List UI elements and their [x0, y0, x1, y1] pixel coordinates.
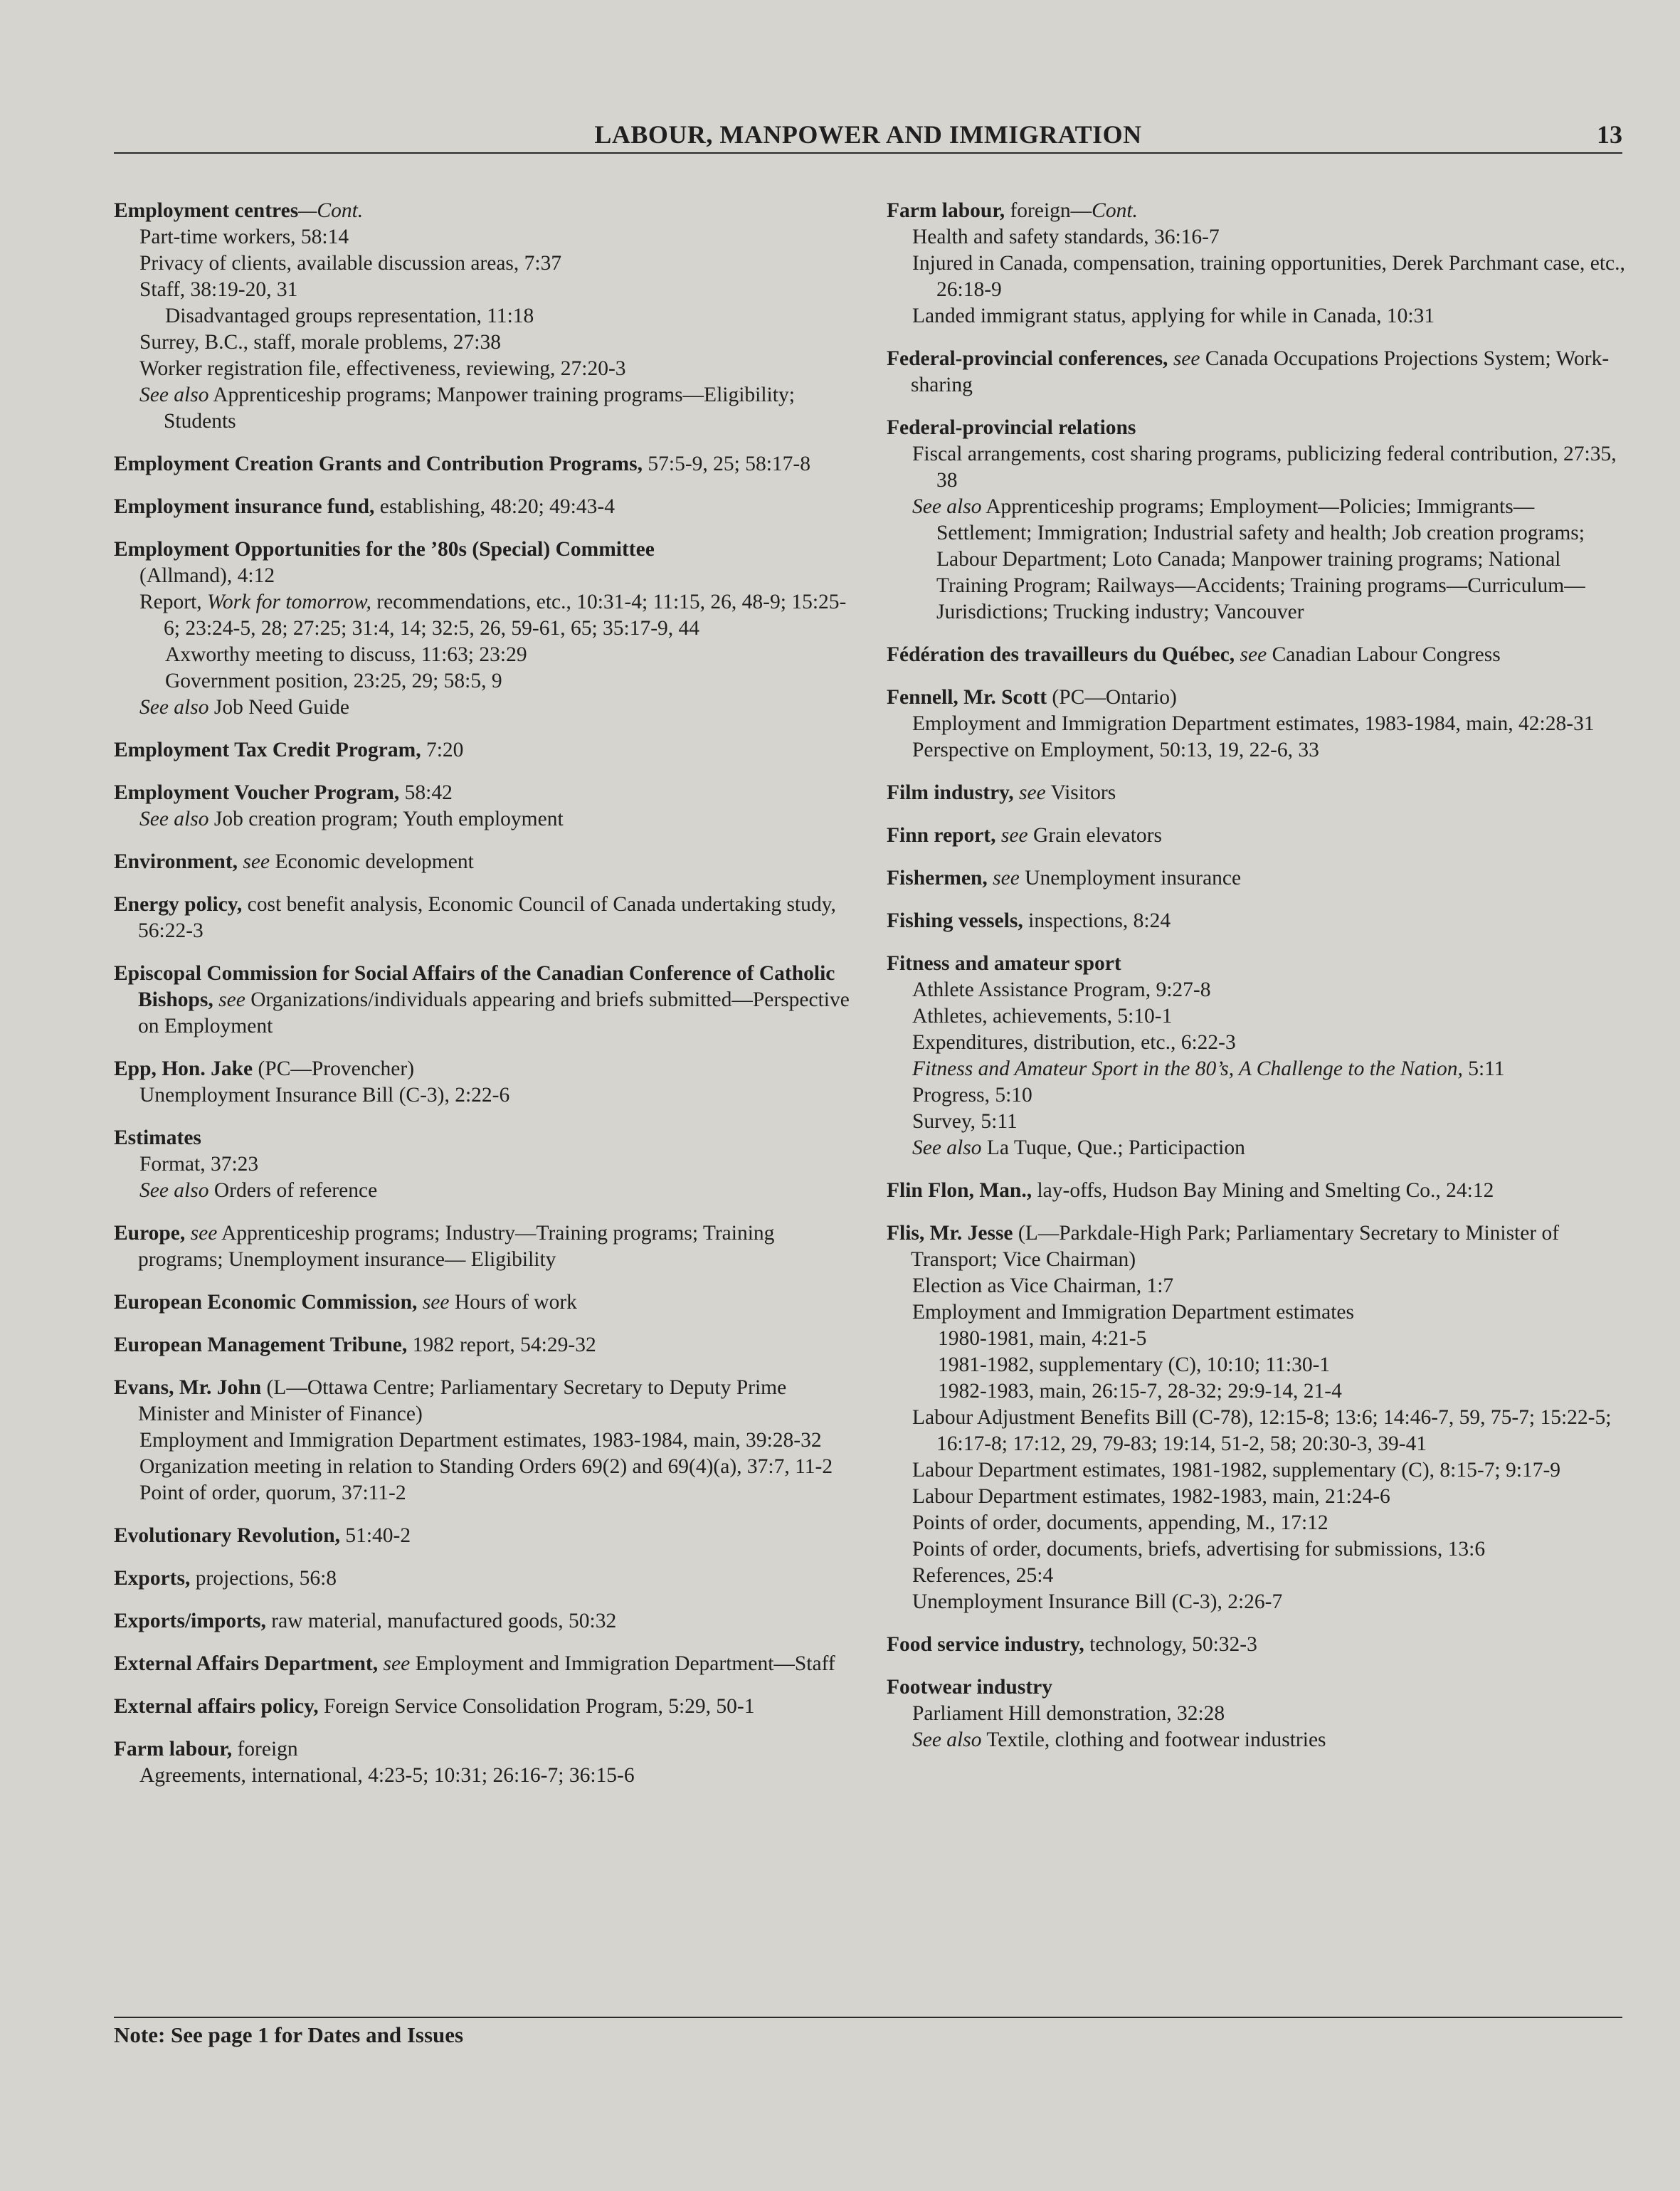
entry-heading	[887, 198, 1627, 224]
entry-continued: Cont.	[1092, 199, 1138, 222]
entry-heading	[887, 1178, 1627, 1204]
see-reference: see	[238, 850, 270, 873]
sub-entry	[887, 1056, 1627, 1082]
entry-term: Fishermen,	[887, 867, 988, 889]
entry-text: Employment and Immigration Department—Staff	[410, 1652, 835, 1675]
see-also-label: See also	[912, 1728, 982, 1751]
sub-entry-text: Agreements, international, 4:23-5; 10:31; 26:16-7; 36:15-6	[139, 1764, 635, 1787]
entry-term: European Management Tribune,	[114, 1334, 408, 1356]
sub-entry-text: Apprenticeship programs; Manpower training programs—Eligibility; Students	[164, 384, 795, 433]
sub-entry-text: Point of order, quorum, 37:11-2	[139, 1482, 406, 1504]
sub-entry-text: Points of order, documents, briefs, advertising for submissions, 13:6	[912, 1538, 1486, 1561]
sub-entry	[887, 737, 1627, 764]
sub-entry-text: Apprenticeship programs; Employment—Policies; Immigrants—Settlement; Immigration; Industrial safety and health; Job creation programs; Labour Department; Loto Canada; Manpower training programs; National Training Program; Railways—Accidents; Training programs—Curriculum—Jurisdictions; Trucking industry; Vancouver	[936, 495, 1585, 623]
entry-term: Federal-provincial conferences,	[887, 347, 1168, 370]
index-entry	[114, 1220, 854, 1273]
entry-heading	[887, 1674, 1627, 1701]
index-entry	[114, 849, 854, 875]
entry-text: 51:40-2	[339, 1524, 411, 1547]
sub-entry	[114, 695, 854, 721]
entry-heading	[114, 1375, 854, 1427]
entry-term: Evolutionary Revolution,	[114, 1524, 340, 1547]
sub-entry	[114, 329, 854, 356]
entry-heading	[887, 415, 1627, 441]
header-rule	[114, 152, 1622, 154]
sub-entry-text: Parliament Hill demonstration, 32:28	[912, 1702, 1225, 1725]
sub-entry-text: Textile, clothing and footwear industries	[981, 1728, 1326, 1751]
entry-term: Employment Creation Grants and Contribution Programs,	[114, 453, 643, 475]
entry-term: Food service industry,	[887, 1633, 1084, 1656]
sub-entry	[887, 1563, 1627, 1589]
sub-entry-text: Labour Department estimates, 1982-1983, main, 21:24-6	[912, 1485, 1390, 1508]
see-also-label: See also	[139, 808, 209, 830]
index-entry	[114, 892, 854, 944]
sub-entry-text: Disadvantaged groups representation, 11:18	[165, 305, 534, 327]
index-entry	[887, 951, 1627, 1161]
sub-entry	[114, 563, 854, 589]
entry-term: Employment Opportunities for the ’80s (Special) Committee	[114, 538, 655, 561]
entry-heading	[114, 737, 854, 764]
sub-entry	[887, 494, 1627, 625]
sub-entry-text: Labour Department estimates, 1981-1982, supplementary (C), 8:15-7; 9:17-9	[912, 1459, 1561, 1482]
index-entry	[887, 415, 1627, 625]
entry-term: Federal-provincial relations	[887, 416, 1136, 439]
entry-heading	[114, 780, 854, 806]
entry-text: establishing, 48:20; 49:43-4	[374, 495, 615, 518]
sub-entry-text: Organization meeting in relation to Standing Orders 69(2) and 69(4)(a), 37:7, 11-2	[139, 1455, 833, 1478]
sub-entry-text: 5:11	[1462, 1057, 1505, 1080]
entry-term: Estimates	[114, 1126, 201, 1149]
entry-term: Epp, Hon. Jake	[114, 1057, 253, 1080]
sub-entry	[887, 1030, 1627, 1056]
entry-text: 58:42	[399, 781, 453, 804]
sub-entry-text: recommendations, etc., 10:31-4; 11:15, 26, 48-9; 15:25-6; 23:24-5, 28; 27:25; 31:4, 14; 32:5, 26, 59-61, 65; 35:17-9, 44	[164, 591, 847, 640]
sub-entry-text: Survey, 5:11	[912, 1110, 1018, 1133]
entry-term: Employment insurance fund,	[114, 495, 375, 518]
entry-text: foreign—	[1005, 199, 1092, 222]
sub-entry-text: Government position, 23:25, 29; 58:5, 9	[165, 670, 502, 692]
see-reference: see	[1168, 347, 1200, 370]
entry-text: 7:20	[421, 739, 464, 761]
see-also-label: See also	[912, 1136, 982, 1159]
entry-heading	[887, 685, 1627, 711]
entry-term: Fitness and amateur sport	[887, 952, 1121, 975]
entry-heading	[114, 1125, 854, 1151]
sub-entry	[114, 1151, 854, 1178]
entry-term: Finn report,	[887, 824, 996, 847]
see-reference: see	[1013, 781, 1046, 804]
sub-entry-text: Landed immigrant status, applying for while in Canada, 10:31	[912, 305, 1435, 327]
sub-entry	[114, 277, 854, 303]
entry-text: Canada Occupations Projections System; Work-sharing	[911, 347, 1610, 396]
index-entry	[114, 1608, 854, 1635]
entry-text: (PC—Ontario)	[1047, 686, 1177, 709]
sub-entry	[887, 1003, 1627, 1030]
sub-entry	[887, 1109, 1627, 1135]
entry-term: External Affairs Department,	[114, 1652, 379, 1675]
entry-text: 1982 report, 54:29-32	[407, 1334, 596, 1356]
sub-entry-text: Labour Adjustment Benefits Bill (C-78), 12:15-8; 13:6; 14:46-7, 59, 75-7; 15:22-5; 16:17-8; 17:12, 29, 79-83; 19:14, 51-2, 58; 20:30-3, 39-41	[912, 1406, 1612, 1455]
entry-heading	[887, 780, 1627, 806]
entry-text: Hours of work	[449, 1291, 577, 1314]
entry-heading	[114, 451, 854, 477]
index-entry	[887, 865, 1627, 892]
sub-entry-text: Perspective on Employment, 50:13, 19, 22-6, 33	[912, 739, 1319, 761]
sub-entry-text: Part-time workers, 58:14	[139, 226, 349, 248]
sub-entry	[114, 642, 854, 668]
sub-entry	[887, 250, 1627, 303]
sub-entry	[887, 1510, 1627, 1536]
sub-entry	[887, 1352, 1627, 1378]
entry-heading	[887, 346, 1627, 398]
entry-term: Fennell, Mr. Scott	[887, 686, 1047, 709]
entry-heading	[114, 494, 854, 520]
entry-text: Foreign Service Consolidation Program, 5:29, 50-1	[318, 1695, 755, 1718]
entry-text: lay-offs, Hudson Bay Mining and Smelting Co., 24:12	[1032, 1179, 1494, 1202]
sub-entry-title: Work for tomorrow,	[207, 591, 371, 613]
entry-text: Economic development	[270, 850, 474, 873]
index-column-right	[887, 198, 1627, 1770]
sub-entry	[114, 303, 854, 329]
sub-entry-text: Unemployment Insurance Bill (C-3), 2:26-7	[912, 1590, 1283, 1613]
entry-text: Visitors	[1045, 781, 1116, 804]
entry-heading	[114, 1651, 854, 1677]
entry-heading	[114, 1566, 854, 1592]
index-entry	[114, 780, 854, 833]
entry-text: cost benefit analysis, Economic Council of Canada undertaking study, 56:22-3	[138, 893, 836, 942]
entry-text: (PC—Provencher)	[253, 1057, 415, 1080]
entry-heading	[114, 198, 854, 224]
entry-heading	[114, 1523, 854, 1549]
index-entry	[887, 1178, 1627, 1204]
entry-text: foreign	[232, 1738, 298, 1760]
index-entry	[114, 1289, 854, 1316]
see-also-label: See also	[139, 1179, 209, 1202]
sub-entry-text: Format, 37:23	[139, 1153, 259, 1176]
see-reference: see	[987, 867, 1020, 889]
see-reference: see	[995, 824, 1028, 847]
sub-entry-text: Axworthy meeting to discuss, 11:63; 23:29	[165, 643, 527, 666]
index-entry	[114, 537, 854, 721]
sub-entry	[887, 1701, 1627, 1727]
index-entry	[887, 346, 1627, 398]
entry-heading	[887, 1632, 1627, 1658]
entry-heading	[887, 1220, 1627, 1273]
index-entry	[114, 494, 854, 520]
sub-entry	[114, 1454, 854, 1480]
entry-heading	[114, 1736, 854, 1763]
entry-text: (L—Ottawa Centre; Parliamentary Secretary to Deputy Prime Minister and Minister of Finance)	[138, 1376, 787, 1425]
sub-entry	[114, 356, 854, 382]
sub-entry	[887, 303, 1627, 329]
index-entry	[887, 642, 1627, 668]
see-reference: see	[185, 1222, 218, 1245]
sub-entry-text: La Tuque, Que.; Participaction	[981, 1136, 1245, 1159]
index-entry	[887, 1674, 1627, 1753]
entry-heading	[114, 961, 854, 1040]
index-entry	[887, 685, 1627, 764]
sub-entry	[887, 1135, 1627, 1161]
entry-term: Employment centres	[114, 199, 299, 222]
sub-entry-text: Athletes, achievements, 5:10-1	[912, 1005, 1173, 1028]
index-entry	[887, 198, 1627, 329]
sub-entry-text: Injured in Canada, compensation, training opportunities, Derek Parchmant case, etc., 26:18-9	[912, 252, 1625, 301]
sub-entry	[114, 1082, 854, 1109]
index-entry	[887, 780, 1627, 806]
index-entry	[114, 961, 854, 1040]
running-title: LABOUR, MANPOWER AND IMMIGRATION	[594, 120, 1142, 149]
see-also-label: See also	[139, 696, 209, 719]
see-also-label: See also	[912, 495, 982, 518]
sub-entry-text: Points of order, documents, appending, M., 17:12	[912, 1511, 1328, 1534]
page-header	[114, 120, 1622, 152]
sub-entry	[887, 1378, 1627, 1405]
entry-term: Europe,	[114, 1222, 186, 1245]
footer-rule	[114, 2017, 1622, 2018]
entry-term: Fédération des travailleurs du Québec,	[887, 643, 1235, 666]
entry-text: raw material, manufactured goods, 50:32	[265, 1610, 617, 1632]
sub-entry-text: 1982-1983, main, 26:15-7, 28-32; 29:9-14, 21-4	[938, 1380, 1342, 1403]
index-entry	[114, 1651, 854, 1677]
sub-entry	[114, 1178, 854, 1204]
sub-entry	[114, 224, 854, 250]
sub-entry	[887, 1484, 1627, 1510]
entry-heading	[114, 1220, 854, 1273]
entry-term: Employment Tax Credit Program,	[114, 739, 421, 761]
sub-entry	[887, 1299, 1627, 1326]
index-entry	[114, 1332, 854, 1358]
entry-text: Apprenticeship programs; Industry—Training programs; Training programs; Unemployment insurance— Eligibility	[138, 1222, 775, 1271]
sub-entry	[887, 441, 1627, 494]
sub-entry-text: Job Need Guide	[208, 696, 349, 719]
sub-entry	[887, 224, 1627, 250]
entry-term: Film industry,	[887, 781, 1014, 804]
sub-entry-text: Staff, 38:19-20, 31	[139, 278, 298, 301]
index-entry	[114, 1125, 854, 1204]
entry-term: Episcopal Commission for Social Affairs of the Canadian Conference of Catholic Bishops,	[114, 962, 835, 1011]
sub-entry	[887, 1589, 1627, 1615]
sub-entry-text: Surrey, B.C., staff, morale problems, 27:38	[139, 331, 501, 354]
sub-entry	[887, 1457, 1627, 1484]
index-entry	[114, 1056, 854, 1109]
entry-text: (L—Parkdale-High Park; Parliamentary Secretary to Minister of Transport; Vice Chairman)	[911, 1222, 1560, 1271]
entry-text: projections, 56:8	[190, 1567, 337, 1590]
entry-heading	[887, 823, 1627, 849]
sub-entry-text: Privacy of clients, available discussion areas, 7:37	[139, 252, 562, 275]
entry-heading	[114, 1289, 854, 1316]
entry-heading	[887, 951, 1627, 977]
see-also-label: See also	[139, 384, 209, 406]
footer-note: Note: See page 1 for Dates and Issues	[114, 2022, 464, 2047]
index-entry	[114, 1694, 854, 1720]
sub-entry-text: Unemployment Insurance Bill (C-3), 2:22-6	[139, 1084, 510, 1107]
entry-term: Exports,	[114, 1567, 191, 1590]
entry-text: —Cont.	[298, 199, 364, 222]
sub-entry	[887, 1326, 1627, 1352]
sub-entry-text: Progress, 5:10	[912, 1084, 1032, 1107]
index-column-left	[114, 198, 854, 1805]
entry-heading	[114, 537, 854, 563]
entry-heading	[887, 865, 1627, 892]
entry-term: Exports/imports,	[114, 1610, 266, 1632]
index-entry	[114, 198, 854, 435]
entry-heading	[114, 1056, 854, 1082]
entry-heading	[887, 908, 1627, 934]
entry-term: Energy policy,	[114, 893, 243, 916]
index-entry	[114, 1375, 854, 1506]
sub-entry-text: Employment and Immigration Department estimates, 1983-1984, main, 42:28-31	[912, 712, 1595, 735]
entry-text: Canadian Labour Congress	[1267, 643, 1501, 666]
sub-entry	[887, 977, 1627, 1003]
entry-term: Footwear industry	[887, 1676, 1052, 1699]
sub-entry-text: Election as Vice Chairman, 1:7	[912, 1274, 1174, 1297]
sub-entry-text: Report,	[139, 591, 208, 613]
sub-entry-text: Health and safety standards, 36:16-7	[912, 226, 1220, 248]
entry-term: Environment,	[114, 850, 238, 873]
entry-term: Flis, Mr. Jesse	[887, 1222, 1013, 1245]
index-entry	[114, 737, 854, 764]
sub-entry	[114, 382, 854, 435]
sub-entry-text: References, 25:4	[912, 1564, 1054, 1587]
sub-entry-text: (Allmand), 4:12	[139, 564, 275, 587]
sub-entry-text: Fiscal arrangements, cost sharing programs, publicizing federal contribution, 27:35, 38	[912, 443, 1617, 492]
index-entry	[114, 1566, 854, 1592]
entry-term: Fishing vessels,	[887, 909, 1023, 932]
sub-entry-text: Orders of reference	[208, 1179, 378, 1202]
entry-text: 57:5-9, 25; 58:17-8	[643, 453, 810, 475]
sub-entry	[114, 250, 854, 277]
entry-text: technology, 50:32-3	[1084, 1633, 1257, 1656]
entry-term: Evans, Mr. John	[114, 1376, 262, 1399]
entry-heading	[114, 1694, 854, 1720]
see-reference: see	[213, 988, 245, 1011]
entry-heading	[114, 1332, 854, 1358]
sub-entry	[114, 668, 854, 695]
index-entry	[114, 1736, 854, 1789]
index-entry	[114, 451, 854, 477]
sub-entry-text: 1981-1982, supplementary (C), 10:10; 11:30-1	[938, 1353, 1331, 1376]
entry-term: Employment Voucher Program,	[114, 781, 400, 804]
entry-heading	[887, 642, 1627, 668]
page-number: 13	[1597, 120, 1622, 149]
entry-heading	[114, 892, 854, 944]
entry-term: External affairs policy,	[114, 1695, 319, 1718]
see-reference: see	[417, 1291, 450, 1314]
sub-entry	[887, 1273, 1627, 1299]
sub-entry	[887, 1405, 1627, 1457]
entry-term: Flin Flon, Man.,	[887, 1179, 1032, 1202]
index-entry	[887, 908, 1627, 934]
index-entry	[114, 1523, 854, 1549]
sub-entry-text: Employment and Immigration Department estimates, 1983-1984, main, 39:28-32	[139, 1429, 822, 1452]
sub-entry	[887, 1082, 1627, 1109]
sub-entry	[114, 589, 854, 642]
sub-entry	[887, 1727, 1627, 1753]
sub-entry	[114, 1763, 854, 1789]
entry-text: Unemployment insurance	[1019, 867, 1242, 889]
sub-entry-title: Fitness and Amateur Sport in the 80’s, A Challenge to the Nation,	[912, 1057, 1463, 1080]
entry-heading	[114, 1608, 854, 1635]
see-reference: see	[1235, 643, 1267, 666]
entry-heading	[114, 849, 854, 875]
index-entry	[887, 823, 1627, 849]
sub-entry-text: 1980-1981, main, 4:21-5	[938, 1327, 1147, 1350]
entry-text: inspections, 8:24	[1023, 909, 1171, 932]
index-entry	[887, 1632, 1627, 1658]
entry-term: Farm labour,	[114, 1738, 233, 1760]
entry-text: Grain elevators	[1027, 824, 1162, 847]
sub-entry-text: Worker registration file, effectiveness, reviewing, 27:20-3	[139, 357, 626, 380]
sub-entry	[887, 1536, 1627, 1563]
sub-entry-text: Athlete Assistance Program, 9:27-8	[912, 978, 1211, 1001]
sub-entry	[114, 806, 854, 833]
sub-entry-text: Expenditures, distribution, etc., 6:22-3	[912, 1031, 1236, 1054]
see-reference: see	[378, 1652, 411, 1675]
entry-text: Organizations/individuals appearing and briefs submitted—Perspective on Employment	[138, 988, 850, 1038]
entry-term: Farm labour,	[887, 199, 1005, 222]
entry-term: European Economic Commission,	[114, 1291, 418, 1314]
sub-entry	[114, 1427, 854, 1454]
index-entry	[887, 1220, 1627, 1615]
sub-entry-text: Job creation program; Youth employment	[208, 808, 564, 830]
sub-entry-text: Employment and Immigration Department estimates	[912, 1301, 1354, 1324]
sub-entry	[887, 711, 1627, 737]
sub-entry	[114, 1480, 854, 1506]
